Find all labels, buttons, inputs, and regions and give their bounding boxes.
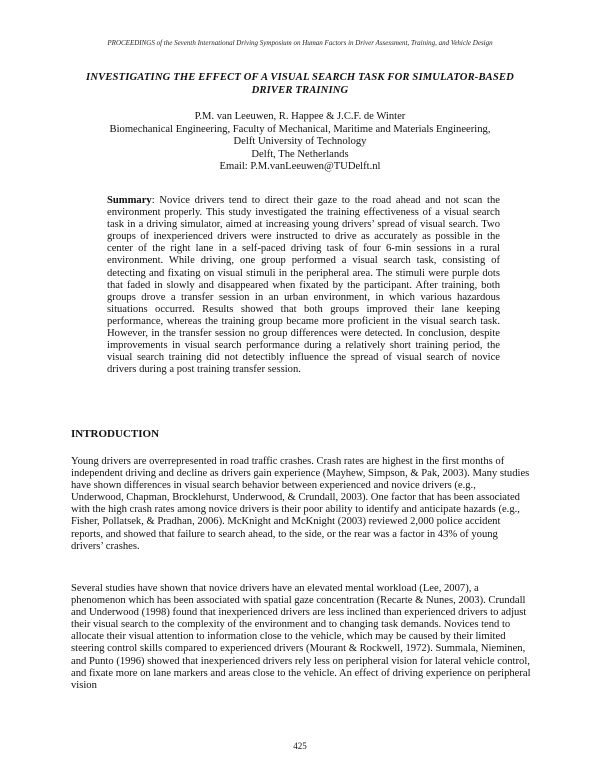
body-paragraph: Young drivers are overrepresented in road traffic crashes. Crash rates are highest in the first months of independent driving and decline as drivers gain experience (Mayhew, Simpson, & Pak, 2003). Many studies have shown differences in visual search behavior between experienced and novice drivers (e.g., Underwood, Chapman, Brocklehurst, Underwood, & Crundall, 2003). One factor that has been associated with the high crash rates among novice drivers is their poor ability to identify and anticipate hazards (e.g., Fisher, Pollatsek, & Pradhan, 2006). McKnight and McKnight (2003) reviewed 2,000 police accident reports, and showed that failure to search ahead, to the side, or the rear was a factor in 43% of young drivers’ crashes. — [71, 456, 530, 552]
paper-title: INVESTIGATING THE EFFECT OF A VISUAL SEARCH TASK FOR SIMULATOR-BASED DRIVER TRAINING — [86, 72, 514, 96]
author-affiliation: Biomechanical Engineering, Faculty of Mechanical, Maritime and Materials Engineering, — [109, 123, 491, 135]
author-names: P.M. van Leeuwen, R. Happee & J.C.F. de Winter — [194, 111, 406, 122]
page-number: 425 — [293, 741, 307, 751]
abstract — [107, 195, 500, 376]
author-location: Delft, The Netherlands — [251, 148, 349, 160]
abstract-label: Summary — [107, 195, 152, 206]
author-block — [60, 111, 540, 174]
author-email: Email: P.M.vanLeeuwen@TUDelft.nl — [219, 161, 381, 172]
body-paragraph: Several studies have shown that novice drivers have an elevated mental workload (Lee, 2007), a phenomenon which has been associated with spatial gaze concentration (Recarte & Nunes, 2003). Crundall and Underwood (1998) found that inexperienced drivers are less inclined than experienced drivers to adjust their visual search to the complexity of the environment and to changing task demands. Novices tend to allocate their visual attention to information close to the vehicle, which may be caused by their limited steering control skills compared to experienced drivers (Mourant & Rockwell, 1972). Summala, Nieminen, and Punto (1996) showed that inexperienced drivers rely less on peripheral vision for lateral vehicle control, and fixate more on lane markers and areas close to the vehicle. An effect of driving experience on peripheral vision — [71, 583, 531, 691]
author-university: Delft University of Technology — [233, 136, 367, 147]
section-heading: INTRODUCTION — [71, 428, 160, 440]
abstract-text: : Novice drivers tend to direct their gaze to the road ahead and not scan the environment properly. This study investigated the training effectiveness of a visual search task in a driving simulator, aimed at increasing young drivers’ spread of visual search. Two groups of inexperienced drivers were instructed to drive as accurately as possible in the center of the right lane in a self-paced driving task of four 6-min sessions in a rural environment. While driving, one group performed a visual search task, consisting of detecting and fixating on visual stimuli in the peripheral area. The stimuli were purple dots that faded in slowly and disappeared when fixated by the participant. After training, both groups drove a transfer session in an urban environment, in which various hazardous situations occurred. Results showed that both groups improved their lane keeping performance, whereas the training group became more proficient in the visual search task. However, in the transfer session no group differences were detected. In conclusion, despite improvements in visual search performance during a relatively short training period, the visual search training did not detectibly influence the spread of visual search of novice drivers during a post training transfer session. — [107, 195, 500, 376]
running-header: PROCEEDINGS of the Seventh International Driving Symposium on Human Factors in Driver Assessment, Training, and Vehicle Design — [107, 39, 493, 47]
